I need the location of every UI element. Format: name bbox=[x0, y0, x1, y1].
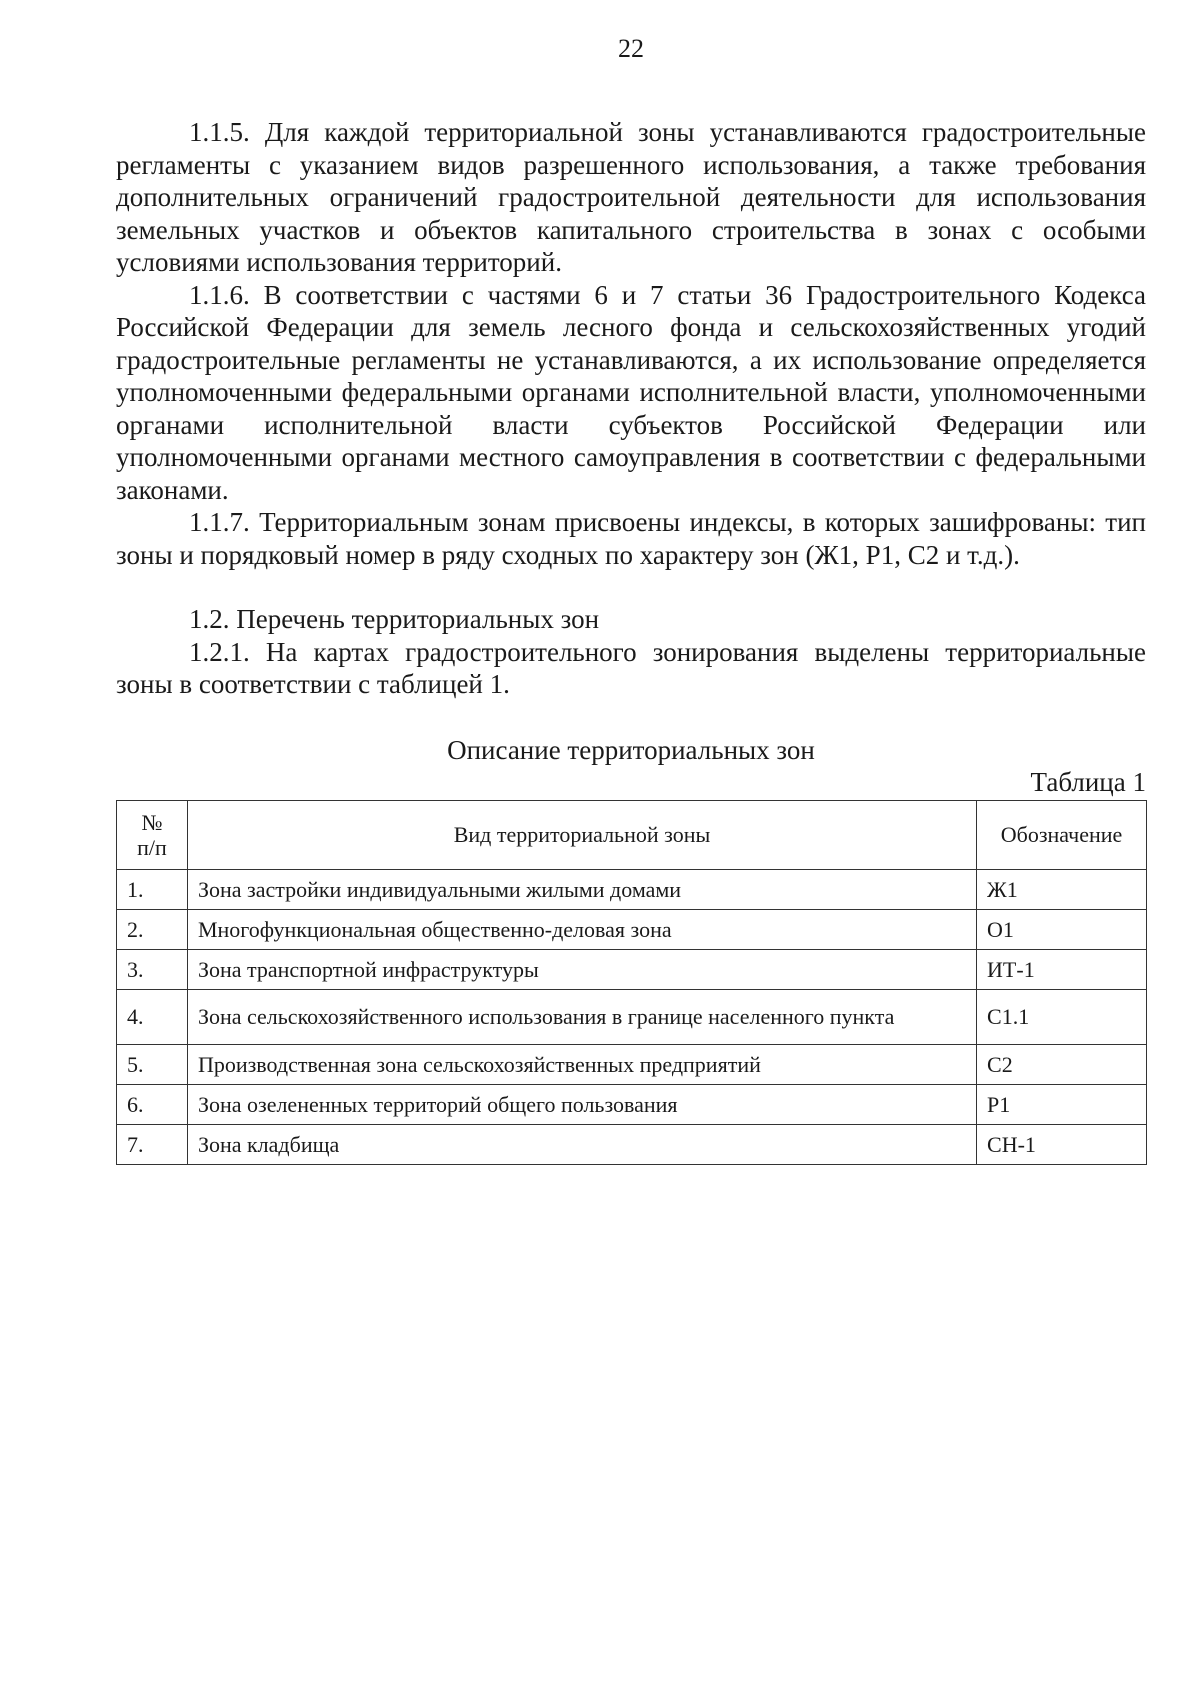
header-zone-type: Вид территориальной зоны bbox=[187, 800, 976, 869]
row-number: 7. bbox=[117, 1124, 188, 1164]
row-number: 4. bbox=[117, 989, 188, 1044]
table-row bbox=[117, 869, 1147, 909]
table-label: Таблица 1 bbox=[1030, 766, 1146, 797]
zones-table bbox=[116, 800, 1147, 1165]
section-gap bbox=[116, 571, 1146, 603]
row-designation: ИТ-1 bbox=[977, 949, 1147, 989]
header-designation: Обозначение bbox=[977, 800, 1147, 869]
row-zone-type: Зона застройки индивидуальными жилыми домами bbox=[187, 869, 976, 909]
table-title: Описание территориальных зон bbox=[447, 734, 815, 765]
row-designation: С1.1 bbox=[977, 989, 1147, 1044]
header-number-symbol: № bbox=[141, 809, 163, 835]
section-heading-1-2: 1.2. Перечень территориальных зон bbox=[189, 604, 600, 634]
table-row bbox=[117, 1044, 1147, 1084]
row-designation: О1 bbox=[977, 909, 1147, 949]
row-zone-type: Зона озелененных территорий общего пользования bbox=[187, 1084, 976, 1124]
table-row bbox=[117, 1124, 1147, 1164]
paragraph-1-1-5: 1.1.5. Для каждой территориальной зоны устанавливаются градостроительные регламенты с указанием видов разрешенного использования, а также требования дополнительных ограничений градостроительной деятельности для использования земельных участков и объектов капитального строительства в зонах с особыми условиями использования территорий. bbox=[116, 117, 1146, 277]
header-number bbox=[117, 800, 188, 869]
page-number: 22 bbox=[618, 34, 644, 63]
row-zone-type: Многофункциональная общественно-деловая зона bbox=[187, 909, 976, 949]
row-zone-type: Производственная зона сельскохозяйственных предприятий bbox=[187, 1044, 976, 1084]
row-designation: СН-1 bbox=[977, 1124, 1147, 1164]
row-number: 3. bbox=[117, 949, 188, 989]
row-designation: С2 bbox=[977, 1044, 1147, 1084]
paragraph-1-2-1: 1.2.1. На картах градостроительного зонирования выделены территориальные зоны в соответствии с таблицей 1. bbox=[116, 636, 1146, 699]
header-number-abbrev: п/п bbox=[137, 834, 167, 860]
table-row bbox=[117, 1084, 1147, 1124]
row-number: 2. bbox=[117, 909, 188, 949]
row-zone-type: Зона транспортной инфраструктуры bbox=[187, 949, 976, 989]
table-row bbox=[117, 909, 1147, 949]
table-row bbox=[117, 949, 1147, 989]
table-row bbox=[117, 989, 1147, 1044]
row-designation: Р1 bbox=[977, 1084, 1147, 1124]
paragraph-1-1-6: 1.1.6. В соответствии с частями 6 и 7 статьи 36 Градостроительного Кодекса Российской Федерации для земель лесного фонда и сельскохозяйственных угодий градостроительные регламенты не устанавливаются, а их использование определяется уполномоченными федеральными органами исполнительной власти, уполномоченными органами исполнительной власти субъектов Российской Федерации или уполномоченными органами местного самоуправления в соответствии с федеральными законами. bbox=[116, 279, 1146, 505]
row-number: 5. bbox=[117, 1044, 188, 1084]
row-zone-type: Зона кладбища bbox=[187, 1124, 976, 1164]
paragraph-1-1-7: 1.1.7. Территориальным зонам присвоены индексы, в которых зашифрованы: тип зоны и порядковый номер в ряду сходных по характеру зон (Ж1, Р1, С2 и т.д.). bbox=[116, 507, 1146, 570]
row-number: 1. bbox=[117, 869, 188, 909]
row-designation: Ж1 bbox=[977, 869, 1147, 909]
table-header-row bbox=[117, 800, 1147, 869]
document-body bbox=[116, 116, 1146, 1165]
row-number: 6. bbox=[117, 1084, 188, 1124]
row-zone-type: Зона сельскохозяйственного использования в границе населенного пункта bbox=[187, 989, 976, 1044]
